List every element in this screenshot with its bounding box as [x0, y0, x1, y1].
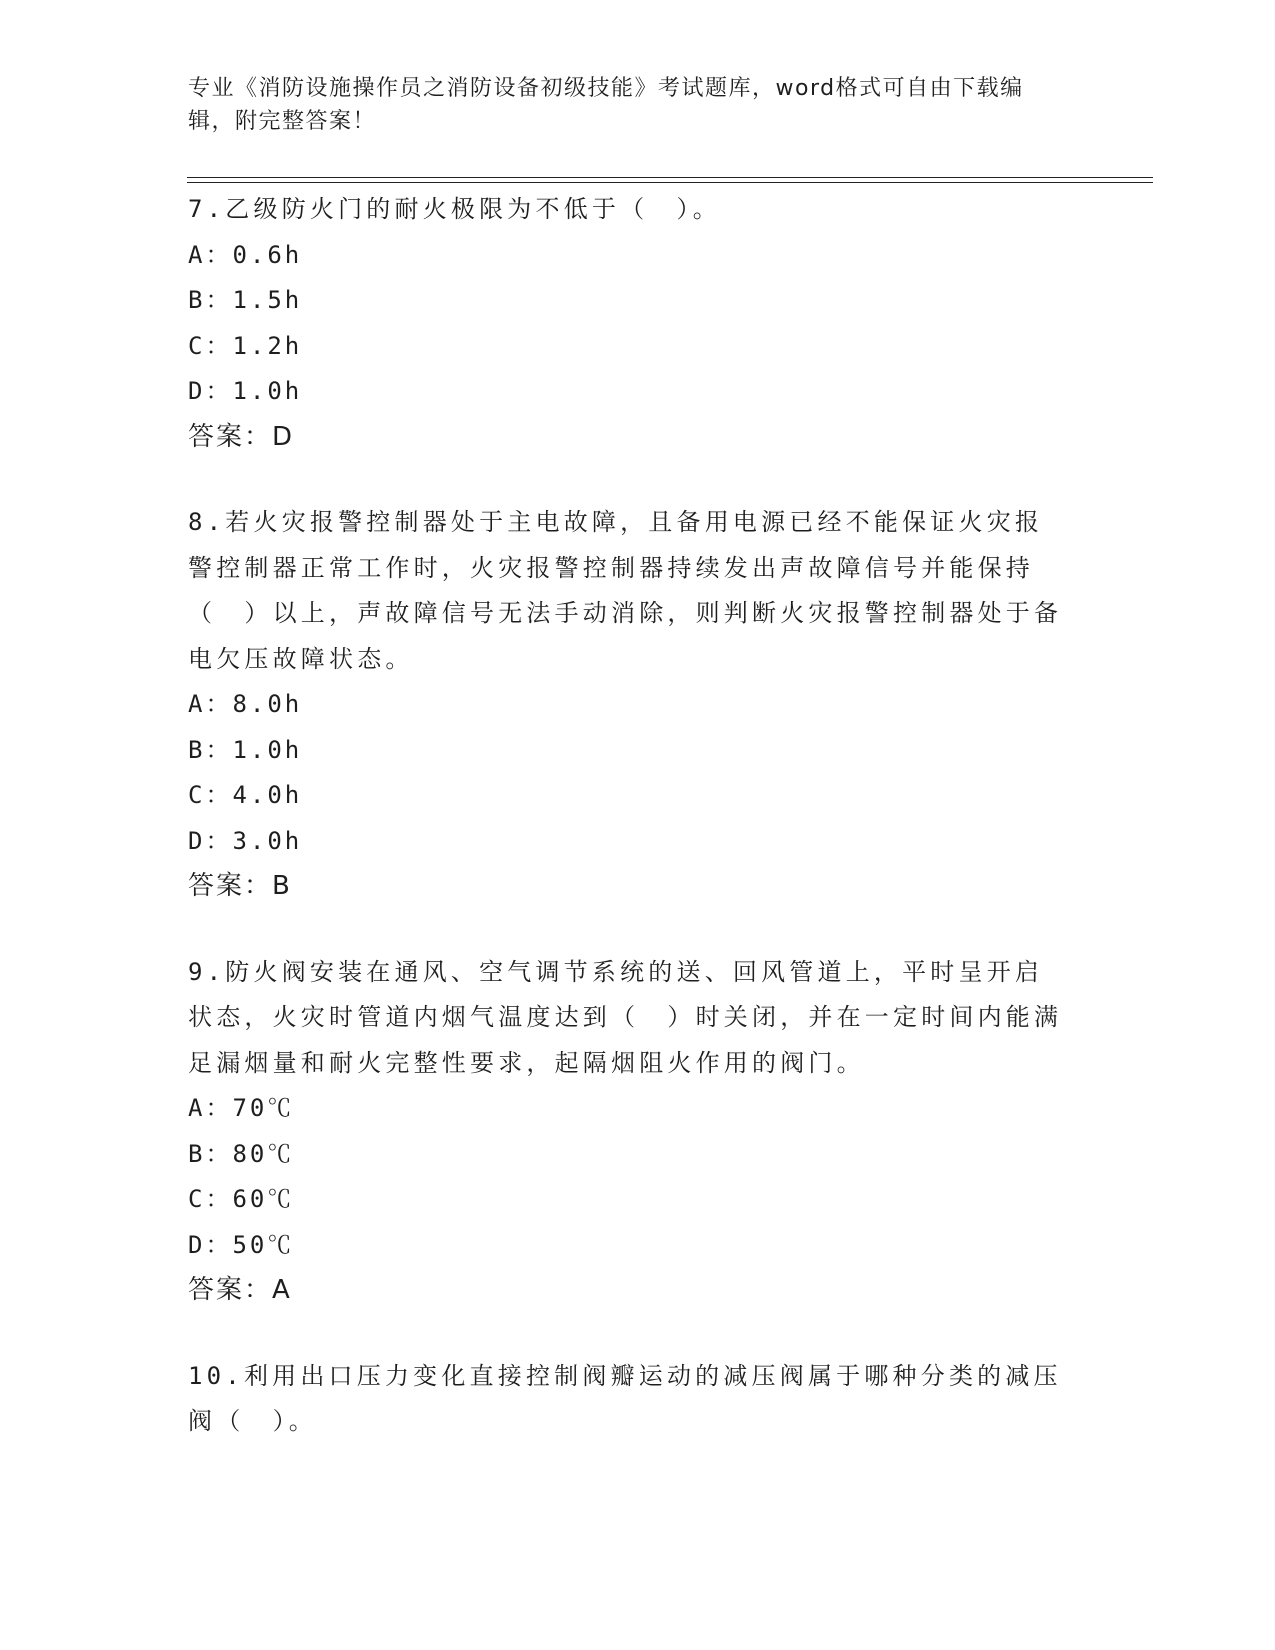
option-c: C：4.0h: [188, 781, 303, 809]
question-text: 7.乙级防火门的耐火极限为不低于（ ）。: [188, 195, 721, 223]
option-a: A：8.0h: [188, 690, 303, 718]
question-text: 8.若火灾报警控制器处于主电故障，且备用电源已经不能保证火灾报警控制器正常工作时，火灾报警控制器持续发出声故障信号并能保持（ ）以上，声故障信号无法手动消除，则判断火灾报警控制器处于备电欠压故障状态。: [188, 508, 1063, 673]
option-c: C：60℃: [188, 1185, 295, 1213]
option-a: A：70℃: [188, 1094, 295, 1122]
document-header: 专业《消防设施操作员之消防设备初级技能》考试题库，word格式可自由下载编辑，附完整答案！: [188, 76, 1024, 134]
answer: 答案：B: [188, 871, 292, 901]
option-d: D：3.0h: [188, 826, 303, 855]
option-d: D：50℃: [188, 1230, 295, 1259]
option-a: A：0.6h: [188, 240, 303, 269]
option-d: D：1.0h: [188, 377, 303, 405]
header-divider-bottom: [187, 182, 1153, 183]
option-b: B：1.5h: [188, 286, 303, 314]
question-text: 10.利用出口压力变化直接控制阀瓣运动的减压阀属于哪种分类的减压阀（ ）。: [188, 1361, 1062, 1435]
question-9: [188, 950, 1068, 1314]
question-8: [188, 500, 1068, 910]
header-divider-top: [187, 177, 1153, 178]
answer: 答案：D: [188, 421, 295, 452]
question-list: [188, 187, 1068, 1485]
question-text: 9.防火阀安装在通风、空气调节系统的送、回风管道上，平时呈开启状态，火灾时管道内烟气温度达到（ ）时关闭，并在一定时间内能满足漏烟量和耐火完整性要求，起隔烟阻火作用的阀门。: [188, 957, 1063, 1077]
question-7: [188, 187, 1068, 460]
option-b: B：80℃: [188, 1139, 295, 1168]
option-b: B：1.0h: [188, 735, 303, 764]
answer: 答案：A: [188, 1275, 292, 1305]
question-10: [188, 1354, 1068, 1445]
option-c: C：1.2h: [188, 331, 303, 360]
